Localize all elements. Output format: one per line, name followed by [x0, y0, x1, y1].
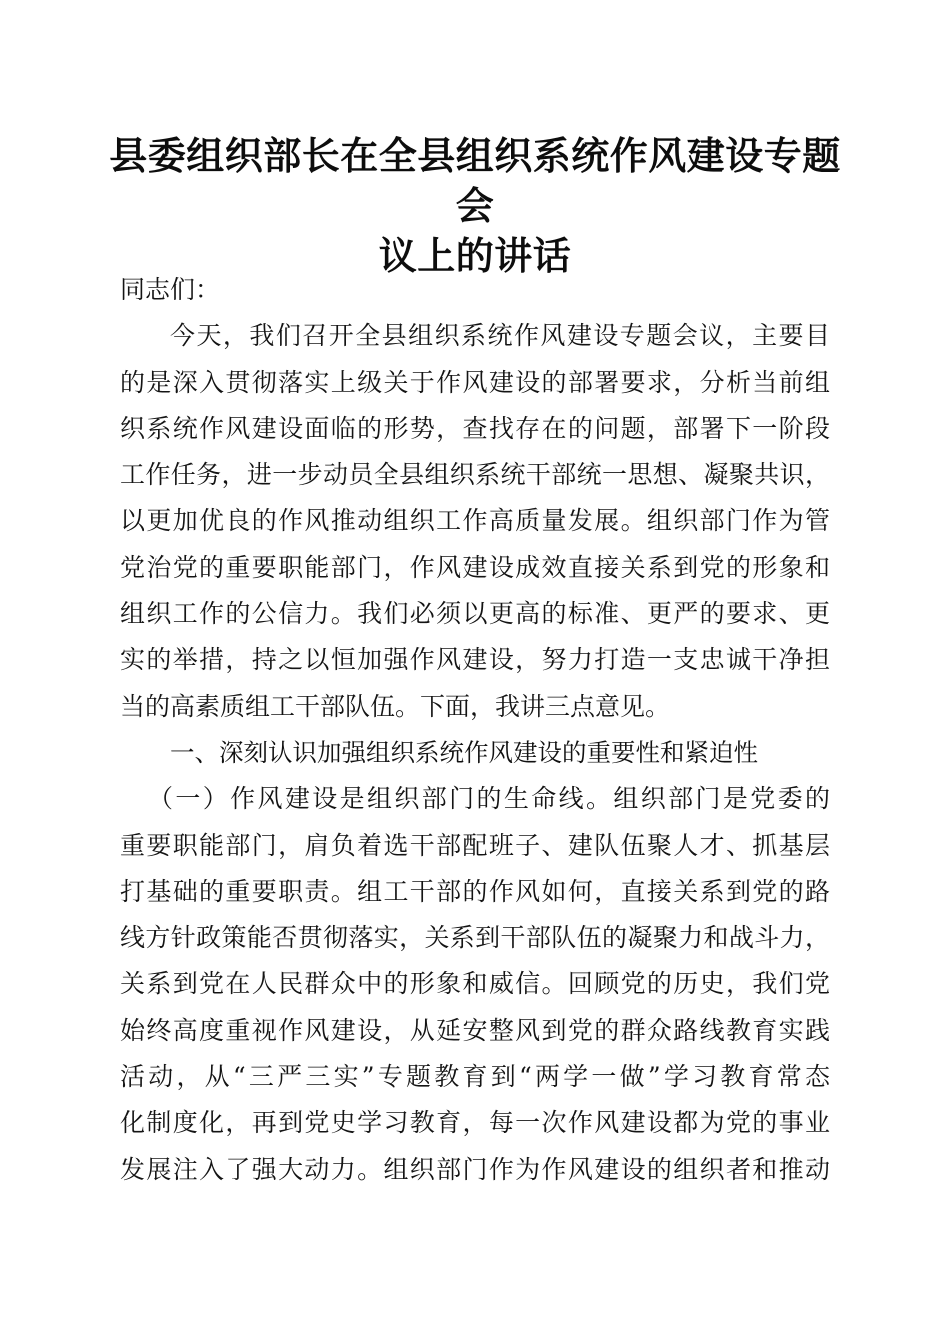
intro-line-4: 工作任务，进一步动员全县组织系统干部统一思想、凝聚共识， — [120, 460, 830, 490]
section-line-6: 始终高度重视作风建设，从延安整风到党的群众路线教育实践 — [120, 1015, 830, 1045]
document-title — [100, 131, 850, 281]
intro-line-5: 以更加优良的作风推动组织工作高质量发展。组织部门作为管 — [120, 506, 830, 536]
section-line-3: 打基础的重要职责。组工干部的作风如何，直接关系到党的路 — [120, 876, 830, 906]
section-line-4: 线方针政策能否贯彻落实，关系到干部队伍的凝聚力和战斗力， — [120, 923, 830, 953]
intro-line-3: 织系统作风建设面临的形势，查找存在的问题，部署下一阶段 — [120, 413, 830, 443]
section-heading: 一、深刻认识加强组织系统作风建设的重要性和紧迫性 — [170, 737, 758, 767]
intro-line-2: 的是深入贯彻落实上级关于作风建设的部署要求，分析当前组 — [120, 367, 830, 397]
document-body — [120, 267, 830, 1193]
salutation: 同志们： — [120, 275, 221, 304]
intro-line-1: 今天，我们召开全县组织系统作风建设专题会议，主要目 — [170, 321, 830, 351]
title-line-2: 议上的讲话 — [378, 233, 572, 278]
intro-line-7: 组织工作的公信力。我们必须以更高的标准、更严的要求、更 — [120, 599, 830, 629]
section-line-9: 发展注入了强大动力。组织部门作为作风建设的组织者和推动 — [120, 1154, 830, 1184]
section-line-7: 活动，从“三严三实”专题教育到“两学一做”学习教育常态 — [120, 1062, 830, 1092]
intro-line-8: 实的举措，持之以恒加强作风建设，努力打造一支忠诚干净担 — [120, 645, 830, 675]
title-line-1: 县委组织部长在全县组织系统作风建设专题会 — [109, 133, 841, 228]
section-line-5: 关系到党在人民群众中的形象和威信。回顾党的历史，我们党 — [120, 969, 830, 999]
section-line-2: 重要职能部门，肩负着选干部配班子、建队伍聚人才、抓基层 — [120, 830, 830, 860]
intro-line-6: 党治党的重要职能部门，作风建设成效直接关系到党的形象和 — [120, 552, 830, 582]
section-line-1: （一）作风建设是组织部门的生命线。组织部门是党委的 — [148, 784, 830, 814]
section-line-8: 化制度化，再到党史学习教育，每一次作风建设都为党的事业 — [120, 1108, 830, 1138]
intro-line-9: 当的高素质组工干部队伍。下面，我讲三点意见。 — [120, 691, 671, 721]
